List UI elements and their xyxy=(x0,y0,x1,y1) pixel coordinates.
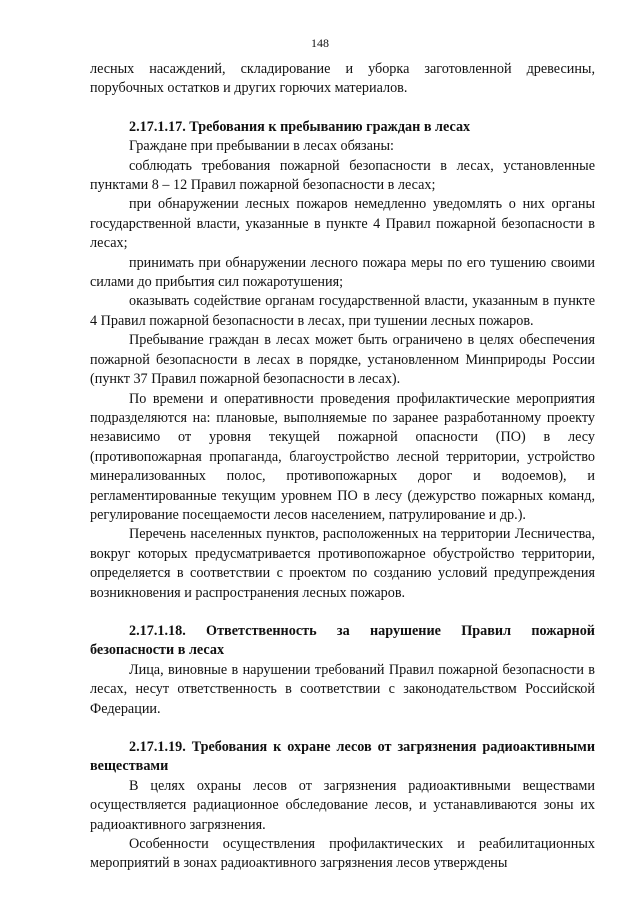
page-body xyxy=(90,60,595,874)
paragraph: Особенности осуществления профилактических и реабилитационных мероприятий в зонах радиоактивного загрязнения лесов утверждены xyxy=(90,836,595,872)
paragraph: По времени и оперативности проведения профилактические мероприятия подразделяются на: плановые, выполняемые по заранее разработанному проекту независимо от уровня текущей пожарной опасности (ПО) в лесу (противопожарная пропаганда, благоустройство лесной территории, устройство минерализованных полос, противопожарных дорог и водоемов), и регламентированные текущим уровнем ПО в лесу (дежурство пожарных команд, регулирование посещаемости лесов населением, патрулирование и др.). xyxy=(90,390,595,523)
paragraph: Пребывание граждан в лесах может быть ограничено в целях обеспечения пожарной безопасности в лесах в порядке, установленном Минприроды России (пункт 37 Правил пожарной безопасности в лесах). xyxy=(90,332,595,388)
paragraph: лесных насаждений, складирование и уборка заготовленной древесины, порубочных остатков и других горючих материалов. xyxy=(90,61,595,97)
paragraph: принимать при обнаружении лесного пожара меры по его тушению своими силами до прибытия сил пожаротушения; xyxy=(90,254,595,291)
section-heading: 2.17.1.19. Требования к охране лесов от загрязнения радиоактивными веществами xyxy=(90,739,595,775)
paragraph: при обнаружении лесных пожаров немедленно уведомлять о них органы государственной власти, указанные в пункте 4 Правил пожарной безопасности в лесах; xyxy=(90,196,595,252)
paragraph: оказывать содействие органам государственной власти, указанным в пункте 4 Правил пожарной безопасности в лесах, при тушении лесных пожаров. xyxy=(90,293,595,329)
section-spacer xyxy=(90,99,595,118)
section-heading: 2.17.1.17. Требования к пребыванию граждан в лесах xyxy=(129,118,471,135)
section-spacer xyxy=(90,603,595,622)
paragraph: Граждане при пребывании в лесах обязаны: xyxy=(129,138,394,155)
paragraph: соблюдать требования пожарной безопасности в лесах, установленные пунктами 8 – 12 Правил пожарной безопасности в лесах; xyxy=(90,157,595,194)
section-heading: 2.17.1.18. Ответственность за нарушение Правил пожарной безопасности в лесах xyxy=(90,622,595,659)
paragraph: Лица, виновные в нарушении требований Правил пожарной безопасности в лесах, несут ответственность в соответствии с законодательством Российской Федерации. xyxy=(90,661,595,717)
paragraph: В целях охраны лесов от загрязнения радиоактивными веществами осуществляется радиационное обследование лесов, и устанавливаются зоны их радиоактивного загрязнения. xyxy=(90,777,595,833)
page-number: 148 xyxy=(311,36,329,50)
section-spacer xyxy=(90,719,595,738)
paragraph: Перечень населенных пунктов, расположенных на территории Лесничества, вокруг которых предусматривается противопожарное обустройство территории, определяется в соответствии с проектом по созданию условий предупреждения возникновения и распространения лесных пожаров. xyxy=(90,526,595,601)
